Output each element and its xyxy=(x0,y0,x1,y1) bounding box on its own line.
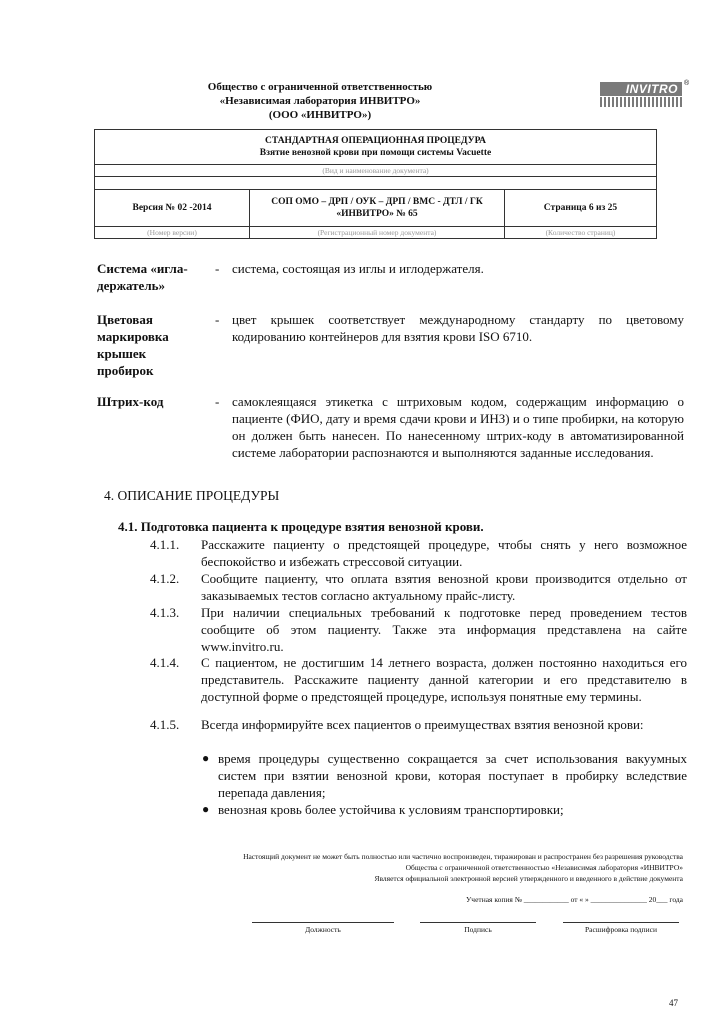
document-name: Взятие венозной крови при помощи системы Vacuette xyxy=(259,148,492,158)
copy-number-line: Учетная копия № ____________ от « » _______________ 20___ года xyxy=(466,895,683,904)
version-cell: Версия № 02 -2014 xyxy=(95,190,250,227)
document-type: СТАНДАРТНАЯ ОПЕРАЦИОННАЯ ПРОЦЕДУРА xyxy=(264,136,487,146)
title-caption: (Вид и наименование документа) xyxy=(95,165,657,177)
document-title-cell xyxy=(95,130,657,165)
item-text: Расскажите пациенту о предстоящей процедуре, чтобы снять у него возможное беспокойство и избежать стрессовой ситуации. xyxy=(201,537,687,569)
registration-number-cell xyxy=(250,190,505,227)
item-number: 4.1.2. xyxy=(150,571,180,586)
registration-line-2: «ИНВИТРО» № 65 xyxy=(336,209,418,219)
page-count-cell: Страница 6 из 25 xyxy=(505,190,657,227)
definition-term: Система «игла-держатель» xyxy=(97,261,188,293)
company-line-3: (ООО «ИНВИТРО») xyxy=(268,109,372,121)
logo-stripes-icon xyxy=(600,97,682,107)
signature-line xyxy=(563,922,679,923)
bullet-text: время процедуры существенно сокращается за счет использования вакуумных систем при взятии венозной крови, которая поступает в пробирку вследствие перепада давления; xyxy=(218,751,687,800)
company-name-block xyxy=(170,80,470,122)
definition-dash: - xyxy=(215,312,220,327)
signature-line xyxy=(420,922,536,923)
company-line-2: «Независимая лаборатория ИНВИТРО» xyxy=(219,95,421,107)
subsection-heading: 4.1. Подготовка пациента к процедуре взятия венозной крови. xyxy=(118,519,484,534)
blank-row xyxy=(95,177,657,190)
footer-line-1: Настоящий документ не может быть полностью или частично воспроизведен, тиражирован и распространен без разрешения руководства xyxy=(243,852,683,861)
registration-line-1: СОП ОМО – ДРП / ОУК – ДРП / ВМС - ДТЛ / ГК xyxy=(271,197,483,207)
item-number: 4.1.1. xyxy=(150,537,180,552)
company-line-1: Общество с ограниченной ответственностью xyxy=(207,81,433,93)
registration-caption: (Регистрационный номер документа) xyxy=(250,227,505,239)
logo-registered-mark: ® xyxy=(684,80,690,87)
definition-description: система, состоящая из иглы и иглодержателя. xyxy=(232,261,484,276)
bullet-icon: ● xyxy=(202,751,210,765)
footer-line-3: Является официальной электронной версией утвержденного и введенного в действие документа xyxy=(374,874,683,883)
definition-term: Цветовая маркировка крышек пробирок xyxy=(97,312,169,378)
item-text: С пациентом, не достигшим 14 летнего возраста, должен постоянно находиться его представитель. Расскажите пациенту данной категории и его представителю в доступной форме о предстоящей процедуре, используя понятные ему термины. xyxy=(201,655,687,704)
item-number: 4.1.4. xyxy=(150,655,180,670)
definition-description: самоклеящаяся этикетка с штриховым кодом, содержащим информацию о пациенте (ФИО, дату и время сдачи крови и ИНЗ) и о типе пробирки, на которую он должен быть нанесен. По нанесенному штрих-коду в автоматизированной системе лаборатории распознаются и выполняются заданные исследования. xyxy=(232,394,684,460)
definition-dash: - xyxy=(215,261,220,276)
invitro-logo: INVITRO xyxy=(600,82,682,96)
item-number: 4.1.3. xyxy=(150,605,180,620)
signature-decoding-caption: Расшифровка подписи xyxy=(585,925,657,934)
page-number: 47 xyxy=(669,998,678,1008)
item-number: 4.1.5. xyxy=(150,717,180,732)
item-text: Всегда информируйте всех пациентов о преимуществах взятия венозной крови: xyxy=(201,717,644,732)
bullet-icon: ● xyxy=(202,802,210,816)
bullet-text: венозная кровь более устойчива к условиям транспортировки; xyxy=(218,802,564,817)
document-header-table xyxy=(94,129,657,239)
footer-notice xyxy=(100,851,683,884)
definition-term: Штрих-код xyxy=(97,394,164,409)
definition-dash: - xyxy=(215,394,220,409)
section-heading: 4. ОПИСАНИЕ ПРОЦЕДУРЫ xyxy=(104,488,280,503)
pages-caption: (Количество страниц) xyxy=(505,227,657,239)
version-caption: (Номер версии) xyxy=(95,227,250,239)
position-caption: Должность xyxy=(305,925,341,934)
footer-line-2: Общества с ограниченной ответственностью «Независимая лаборатория «ИНВИТРО» xyxy=(405,863,683,872)
signature-caption: Подпись xyxy=(464,925,492,934)
signature-line xyxy=(252,922,394,923)
definition-description: цвет крышек соответствует международному стандарту по цветовому кодированию контейнеров для взятия крови ISO 6710. xyxy=(232,312,684,344)
item-text: При наличии специальных требований к подготовке перед проведением тестов сообщите об этом пациенту. Также эта информация представлена на сайте www.invitro.ru. xyxy=(201,605,687,654)
item-text: Сообщите пациенту, что оплата взятия венозной крови производится отдельно от заказываемых тестов согласно актуальному прайс-листу. xyxy=(201,571,687,603)
